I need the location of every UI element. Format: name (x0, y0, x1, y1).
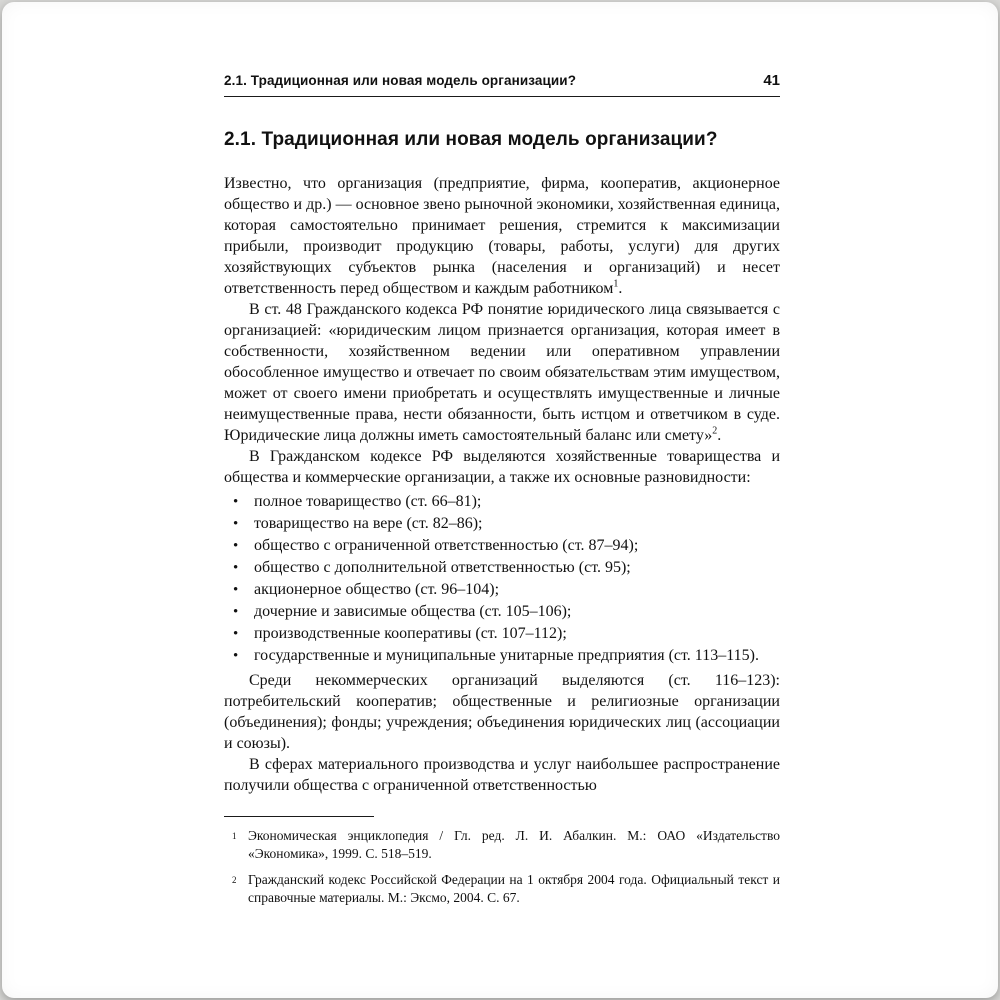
section-title: 2.1. Традиционная или новая модель организации? (224, 129, 718, 150)
footnote-marker: 2 (232, 875, 237, 885)
bullet-icon: • (233, 516, 239, 532)
running-header (224, 72, 780, 97)
list-item-text: общество с дополнительной ответственностью (ст. 95); (254, 559, 631, 576)
book-page (2, 2, 998, 998)
list-item (224, 579, 780, 601)
list-item-text: общество с ограниченной ответственностью (ст. 87–94); (254, 537, 639, 554)
paragraph-2 (224, 299, 780, 446)
paragraph-1 (224, 173, 780, 299)
list-item (224, 645, 780, 667)
bullet-icon: • (233, 648, 239, 664)
footnotes (224, 827, 780, 906)
paragraph-text: В ст. 48 Гражданского кодекса РФ понятие юридического лица связывается с организацией: «юридическим лицом признается организация, которая имеет в собственности, хозяйственном ведении или оперативном управлении обособленное имущество и отвечает по своим обязательствам этим имуществом, может от своего имени приобретать и осуществлять имущественные и личные неимущественные права, нести обязанности, быть истцом и ответчиком в суде. Юридические лица должны иметь самостоятельный баланс или смету» (224, 301, 780, 444)
footnote-separator (224, 816, 374, 817)
bullet-icon: • (233, 560, 239, 576)
paragraph-4: Среди некоммерческих организаций выделяются (ст. 116–123): потребительский кооператив; общественные и религиозные организации (объединения); фонды; учреждения; объединения юридических лиц (ассоциации и союзы). (224, 672, 780, 752)
paragraph-3: В Гражданском кодексе РФ выделяются хозяйственные товарищества и общества и коммерческие организации, а также их основные разновидности: (224, 448, 780, 486)
bullet-icon: • (233, 604, 239, 620)
footnote-2 (224, 871, 780, 906)
footnote-marker: 1 (232, 831, 237, 841)
running-header-title: 2.1. Традиционная или новая модель организации? (224, 73, 577, 88)
footnote-ref-2: 2 (712, 425, 718, 437)
list-item-text: государственные и муниципальные унитарные предприятия (ст. 113–115). (254, 647, 759, 664)
footnote-1 (224, 827, 780, 862)
list-item-text: производственные кооперативы (ст. 107–112); (254, 625, 567, 642)
paragraph-text: . (618, 280, 623, 297)
list-item (224, 513, 780, 535)
footnote-text: Экономическая энциклопедия / Гл. ред. Л. И. Абалкин. М.: ОАО «Издательство «Экономика», 1999. С. 518–519. (248, 828, 780, 861)
bullet-icon: • (233, 494, 239, 510)
list-item-text: дочерние и зависимые общества (ст. 105–106); (254, 603, 572, 620)
footnote-text: Гражданский кодекс Российской Федерации на 1 октября 2004 года. Официальный текст и справочные материалы. М.: Эксмо, 2004. С. 67. (248, 872, 780, 905)
bullet-icon: • (233, 626, 239, 642)
list-item (224, 557, 780, 579)
list-item (224, 623, 780, 645)
paragraph-text: . (717, 427, 722, 444)
list-item (224, 535, 780, 557)
page-number: 41 (763, 72, 780, 89)
bullet-icon: • (233, 582, 239, 598)
paragraph-5: В сферах материального производства и услуг наибольшее распространение получили общества с ограниченной ответственностью (224, 756, 780, 794)
bullet-list (224, 491, 780, 667)
list-item (224, 601, 780, 623)
page-content (224, 72, 780, 915)
list-item-text: товарищество на вере (ст. 82–86); (254, 515, 483, 532)
bullet-icon: • (233, 538, 239, 554)
list-item-text: полное товарищество (ст. 66–81); (254, 493, 482, 510)
footnote-ref-1: 1 (613, 278, 619, 290)
paragraph-text: Известно, что организация (предприятие, фирма, кооператив, акционерное общество и др.) — основное звено рыночной экономики, хозяйственная единица, которая самостоятельно принимает решения, стремится к максимизации прибыли, производит продукцию (товары, работы, услуги) для других хозяйствующих субъектов рынка (населения и организаций) и несет ответственность перед обществом и каждым работником (224, 175, 780, 297)
list-item-text: акционерное общество (ст. 96–104); (254, 581, 500, 598)
list-item (224, 491, 780, 513)
